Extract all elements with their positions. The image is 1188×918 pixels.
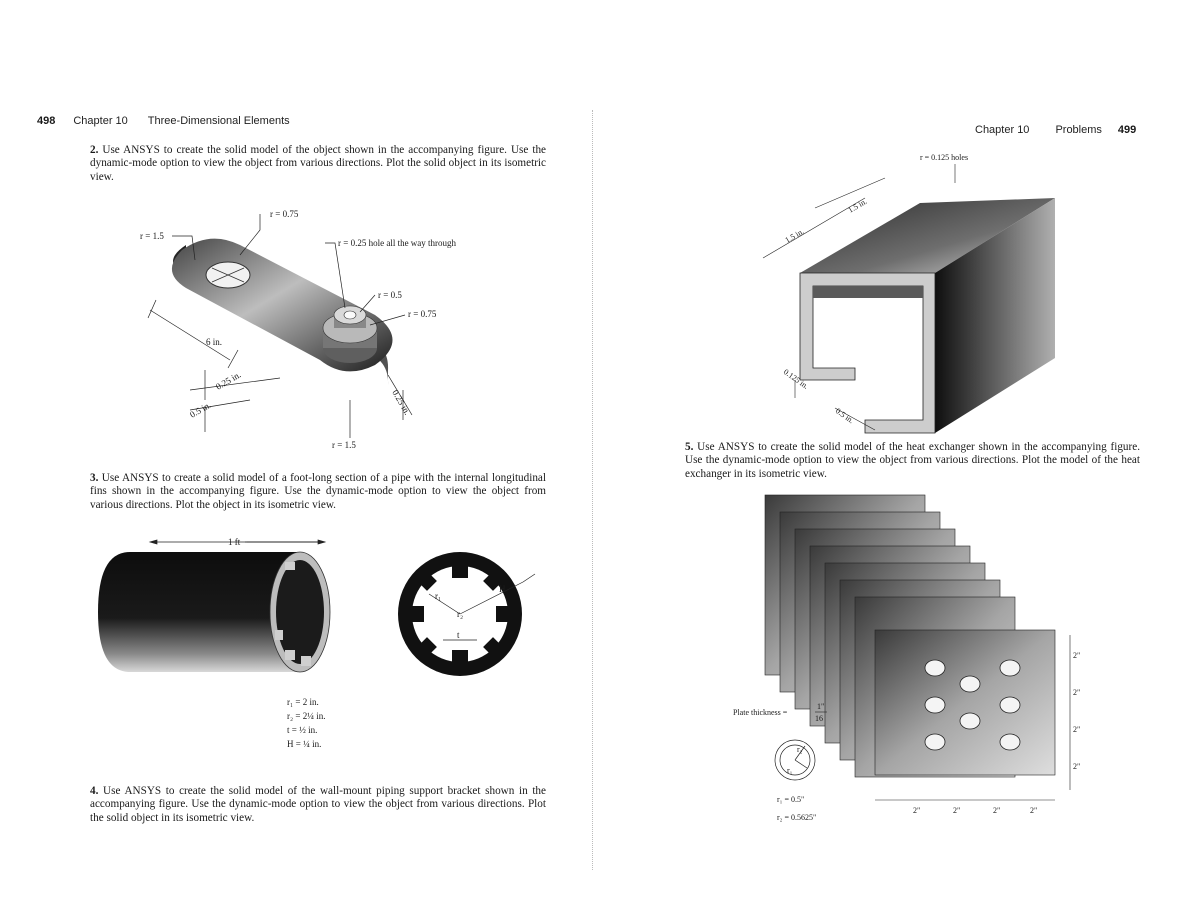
pipe-H-value: H = ¼ in. [287, 739, 322, 749]
problem-number: 2. [90, 144, 99, 156]
label-0125in: 0.125 in. [781, 367, 811, 391]
label-thickness-num: 1" [817, 702, 825, 711]
exchanger-r1-value: r₁ = 0.5" [777, 795, 805, 804]
pipe-cross-section [398, 552, 535, 676]
problem-3 [90, 472, 546, 512]
left-chapter: Chapter 10 [73, 115, 128, 127]
problem-4 [90, 785, 546, 825]
left-page-header [37, 111, 290, 129]
problem-2 [90, 144, 546, 184]
label-t-section: t [457, 630, 460, 640]
label-r15-left: r = 1.5 [140, 231, 164, 241]
label-v4: 2" [1073, 762, 1081, 771]
label-holes: r = 0.125 holes [920, 153, 969, 162]
label-r15-bottom: r = 1.5 [332, 440, 356, 450]
problem-text: Use ANSYS to create the solid model of the wall-mount piping support bracket shown in the accompanying figure. Use the dynamic-mode option to view the object from various directions. Plot the solid object in its isometric view. [90, 785, 546, 824]
problem-text: Use ANSYS to create a solid model of a foot-long section of a pipe with the internal longitudinal fins shown in the accompanying figure. Use the dynamic-mode option to view the object from various directions. Plot the object in its isometric view. [90, 472, 547, 511]
exchanger-r2-value: r₂ = 0.5625" [777, 813, 817, 822]
label-v1: 2" [1073, 651, 1081, 660]
label-r1-detail: r₁ [787, 766, 793, 775]
label-025in: 0.25 in. [214, 369, 243, 392]
tube-detail [775, 740, 815, 780]
label-6in: 6 in. [206, 337, 223, 347]
left-section: Three-Dimensional Elements [147, 115, 290, 127]
right-page-header [975, 120, 1136, 138]
problem-text: Use ANSYS to create the solid model of the heat exchanger shown in the accompanying figure. Use the dynamic-mode option to view the object from various directions. Plot the model of the heat exchanger in its isometric view. [685, 441, 1140, 480]
right-section: Problems [1055, 124, 1102, 136]
right-chapter: Chapter 10 [975, 124, 1030, 136]
label-025in-right: 0.25 in. [390, 388, 413, 417]
problem-number: 4. [90, 785, 99, 797]
bracket-figure [120, 200, 460, 455]
bracket-boss-hole [344, 311, 356, 319]
label-15in-b: 1.5 in. [846, 196, 869, 215]
label-H-section: H [499, 584, 506, 594]
problem-number: 5. [685, 441, 694, 453]
label-v3: 2" [1073, 725, 1081, 734]
problem-5 [685, 441, 1140, 481]
page-gutter [592, 110, 594, 870]
label-h1: 2" [913, 806, 921, 815]
label-hole-note: r = 0.25 hole all the way through [338, 238, 457, 248]
problem-text: Use ANSYS to create the solid model of the object shown in the accompanying figure. Use the dynamic-mode option to view the object from various directions. Plot the solid object in its isometric view. [90, 144, 547, 183]
label-05in: 0.5 in. [188, 399, 213, 420]
pipe-t-value: t = ½ in. [287, 725, 318, 735]
label-15in-a: 1.5 in. [783, 226, 806, 245]
label-r05: r = 0.5 [378, 290, 402, 300]
label-h2: 2" [953, 806, 961, 815]
left-page-number: 498 [37, 115, 56, 127]
label-r2-section: r₂ [457, 609, 464, 619]
label-h3: 2" [993, 806, 1001, 815]
label-r075-top: r = 0.75 [270, 209, 299, 219]
right-page-number: 499 [1117, 124, 1137, 136]
problem-number: 3. [90, 472, 99, 484]
label-v2: 2" [1073, 688, 1081, 697]
label-thickness-den: 16 [815, 714, 823, 723]
pipe-r1-value: r₁ = 2 in. [287, 697, 319, 707]
channel-figure [755, 148, 1085, 438]
pipe-r2-value: r₂ = 2¼ in. [287, 711, 326, 721]
heat-exchanger-figure [725, 490, 1085, 830]
label-h4: 2" [1030, 806, 1038, 815]
label-r1-section: r₁ [435, 591, 442, 601]
label-r2-detail: r₂ [797, 745, 803, 754]
label-1ft: 1 ft [228, 537, 241, 547]
label-plate-thickness: Plate thickness = [733, 708, 788, 717]
pipe-figure [95, 532, 545, 762]
label-r075-right: r = 0.75 [408, 309, 437, 319]
label-05in: 0.5 in. [833, 406, 856, 426]
